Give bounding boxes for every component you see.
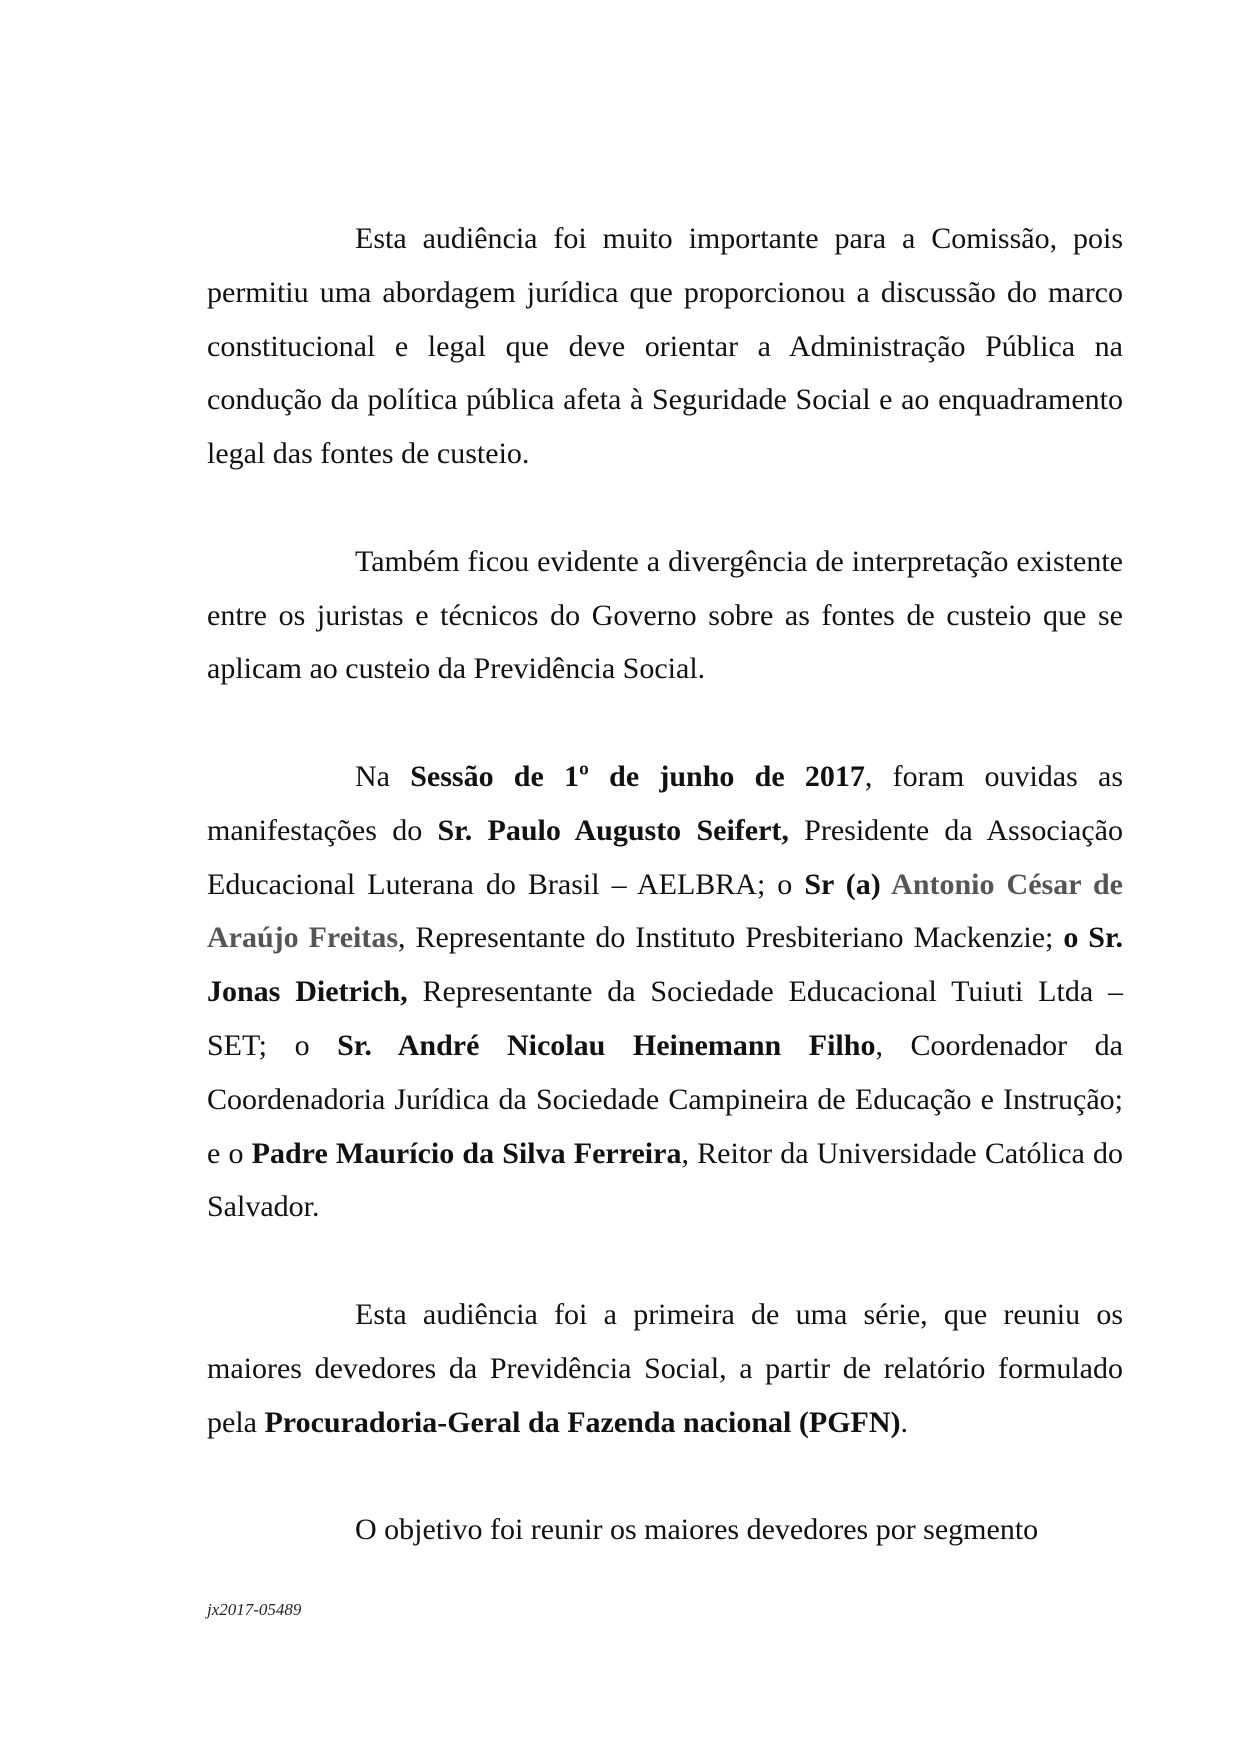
text-run: , Coordenador da Coordenadoria Jurídica da Sociedade Campineira de Educação e Instrução; e o [207,1028,1123,1170]
text-run: Representante da Sociedade Educacional Tuiuti Ltda – SET; o [207,975,1123,1062]
person-name: Sr. André Nicolau Heinemann Filho [337,1028,876,1062]
paragraph-5 [207,1503,1123,1557]
text-run: , Representante do Instituto Presbiteriano Mackenzie; [398,921,1064,955]
paragraph-text: O objetivo foi reunir os maiores devedores por segmento [355,1513,1039,1547]
paragraph-3 [207,750,1123,1234]
text-run: Esta audiência foi a primeira de uma série, que reuniu os maiores devedores da Previdência Social, a partir de relatório formulado pela [207,1297,1123,1439]
person-title: Sr (a) [804,867,892,901]
document-body [207,212,1123,1557]
text-run: Presidente da Associação Educacional Luterana do Brasil – AELBRA; o [207,813,1123,901]
organization-name: Procuradoria-Geral da Fazenda nacional (PGFN) [264,1405,901,1439]
person-name: Padre Maurício da Silva Ferreira [251,1136,682,1170]
person-name: o Sr. Jonas Dietrich, [207,921,1123,1009]
text-run: . [900,1405,909,1439]
paragraph-4 [207,1288,1123,1449]
document-code: jx2017-05489 [207,1600,302,1619]
paragraph-text: Também ficou evidente a divergência de interpretação existente entre os juristas e técnicos do Governo sobre as fontes de custeio que se aplicam ao custeio da Previdência Social. [207,544,1123,686]
paragraph-spacer [207,696,1123,750]
person-name: Antonio César de Araújo Freitas [207,867,1123,955]
paragraph-spacer [207,481,1123,535]
person-name: Sr. Paulo Augusto Seifert, [437,813,789,847]
text-run: Na [355,759,411,793]
paragraph-spacer [207,1234,1123,1288]
text-run: , foram ouvidas as manifestações do [207,759,1124,847]
session-date: Sessão de 1º de junho de 2017 [410,759,865,793]
paragraph-2 [207,535,1123,696]
paragraph-spacer [207,1449,1123,1503]
paragraph-text: Esta audiência foi muito importante para a Comissão, pois permitiu uma abordagem jurídica que proporcionou a discussão do marco constitucional e legal que deve orientar a Administração Pública na condução da política pública afeta à Seguridade Social e ao enquadramento legal das fontes de custeio. [207,222,1123,471]
text-run: , Reitor da Universidade Católica do Salvador. [207,1136,1123,1224]
paragraph-1 [207,212,1123,481]
